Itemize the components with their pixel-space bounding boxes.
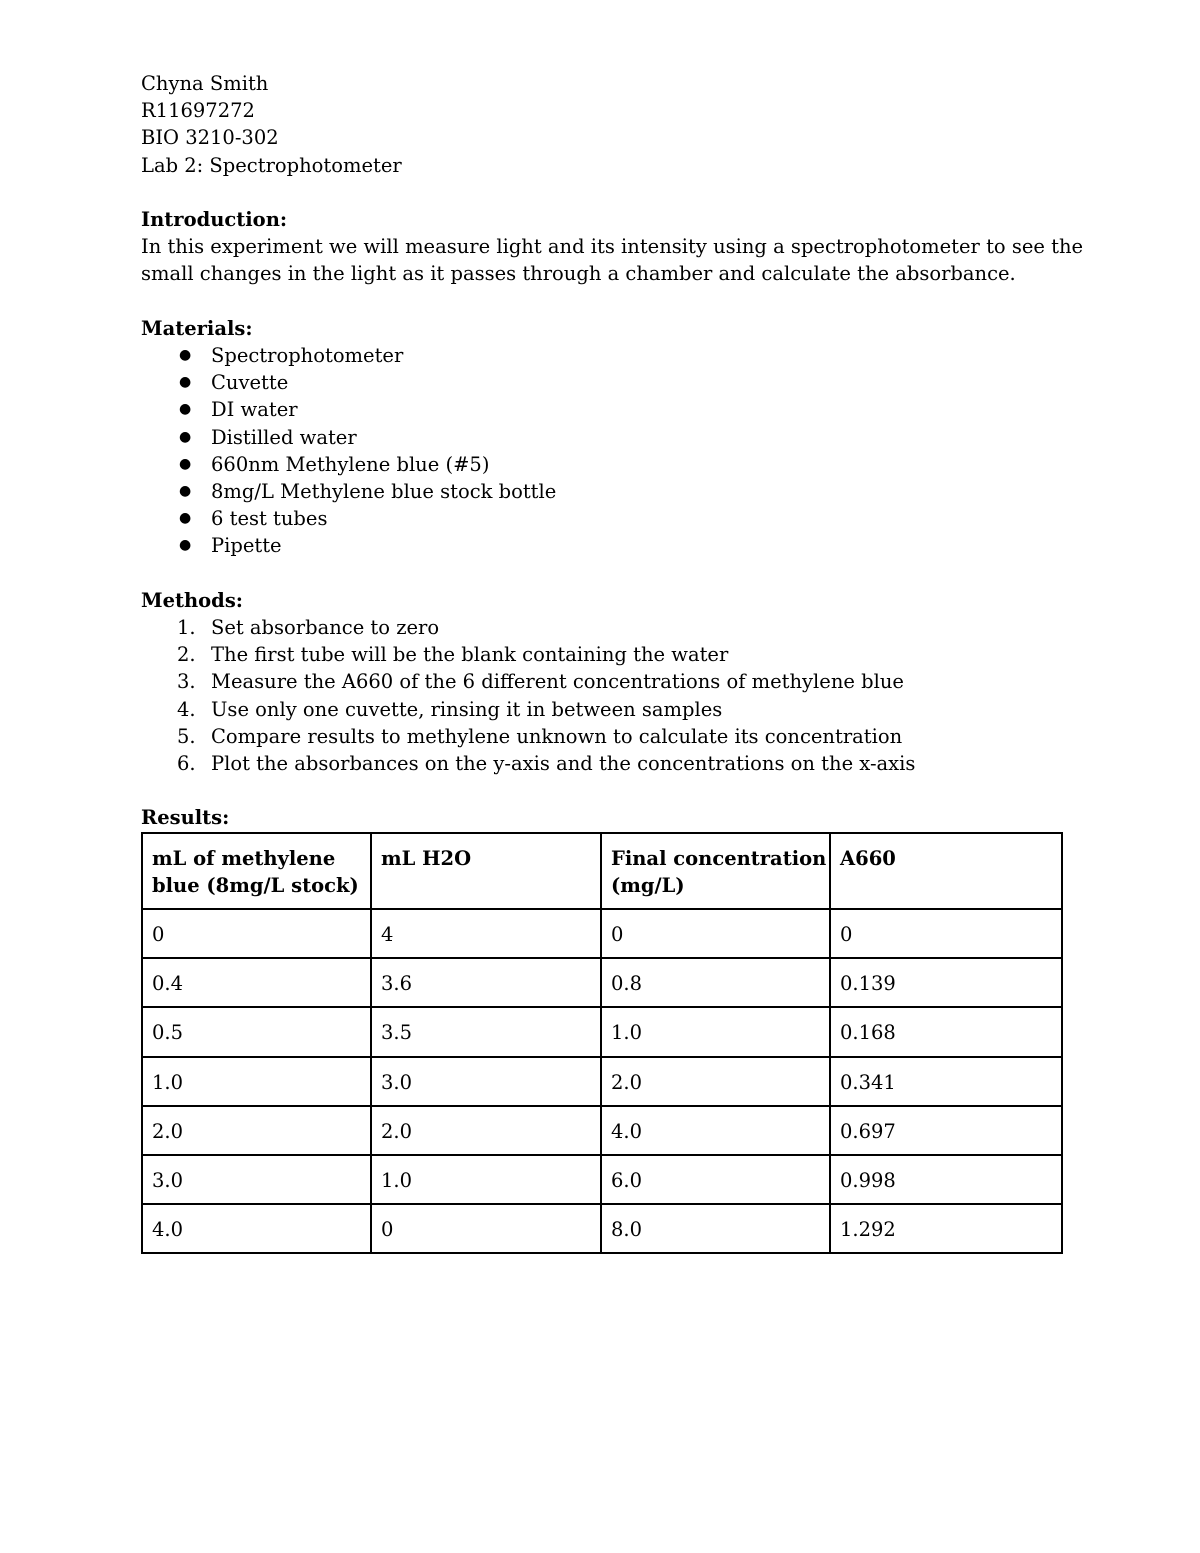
materials-list [141,342,1061,560]
list-item [141,478,1061,505]
bullet-icon: ● [179,483,192,500]
bullet-icon: ● [179,401,192,418]
table-row [142,1204,1062,1253]
list-item [141,750,1061,777]
table-cell: 0.4 [142,958,371,1007]
list-item [141,668,1061,695]
table-cell: 0.341 [830,1057,1062,1106]
table-cell: 3.6 [371,958,601,1007]
material-label: Spectrophotometer [211,344,404,367]
table-cell: 0.139 [830,958,1062,1007]
header-text: A660 [840,846,896,870]
introduction-line-2: small changes in the light as it passes through a chamber and calculate the absorbance. [141,262,1016,286]
list-item [141,505,1061,532]
table-cell: 1.0 [371,1155,601,1204]
material-label: Distilled water [211,425,357,449]
table-cell: 4 [371,909,601,958]
table-cell: 2.0 [371,1106,601,1155]
material-label: 6 test tubes [211,507,328,531]
step-number: 3. [177,670,196,694]
table-cell: 3.5 [371,1007,601,1056]
header-text: (mg/L) [611,873,685,897]
bullet-icon: ● [179,510,192,527]
bullet-icon: ● [179,455,192,472]
header-text: mL of methylene [152,846,336,870]
table-row [142,909,1062,958]
list-item [141,369,1061,396]
column-header-methylene [142,833,371,909]
bullet-icon: ● [179,347,192,363]
table-cell: 3.0 [371,1057,601,1106]
table-row [142,1007,1062,1056]
list-item [141,641,1061,668]
material-label: 660nm Methylene blue (#5) [211,452,490,476]
step-number: 5. [177,724,196,748]
table-cell: 2.0 [142,1106,371,1155]
author-name: Chyna Smith [141,72,269,95]
table-cell: 0 [142,909,371,958]
bullet-icon: ● [179,537,192,554]
step-number: 2. [177,643,196,667]
introduction-heading: Introduction: [141,208,288,231]
column-header-concentration [601,833,830,909]
header-block [141,70,1061,179]
spacer [141,560,1061,587]
table-cell: 1.0 [142,1057,371,1106]
material-label: 8mg/L Methylene blue stock bottle [211,480,557,504]
list-item [141,532,1061,559]
list-item [141,424,1061,451]
table-cell: 1.292 [830,1204,1062,1253]
table-cell: 0.5 [142,1007,371,1056]
list-item [141,451,1061,478]
header-text: Final concentration [611,846,827,870]
material-label: DI water [211,398,298,422]
spacer [141,777,1061,804]
results-table [141,832,1063,1255]
step-text: Set absorbance to zero [211,616,440,640]
table-row [142,1155,1062,1204]
table-cell: 1.0 [601,1007,830,1056]
methods-heading: Methods: [141,588,243,612]
document-page [141,70,1084,1254]
step-text: The first tube will be the blank containing the water [211,643,729,667]
header-text: mL H2O [381,846,472,870]
step-text: Plot the absorbances on the y-axis and the concentrations on the x-axis [211,752,916,776]
column-header-absorbance [830,833,1062,909]
table-cell: 3.0 [142,1155,371,1204]
methods-list [141,614,1061,777]
table-cell: 0.168 [830,1007,1062,1056]
step-text: Measure the A660 of the 6 different concentrations of methylene blue [211,670,904,694]
student-id: R11697272 [141,99,255,123]
table-cell: 0.8 [601,958,830,1007]
table-cell: 0 [371,1204,601,1253]
list-item [141,614,1061,641]
results-heading: Results: [141,806,230,830]
methods-section [141,587,1061,777]
list-item [141,396,1061,423]
materials-heading: Materials: [141,316,253,340]
step-number: 1. [177,616,196,640]
material-label: Pipette [211,534,282,558]
material-label: Cuvette [211,371,289,395]
table-cell: 0 [830,909,1062,958]
list-item [141,696,1061,723]
table-cell: 8.0 [601,1204,830,1253]
step-number: 4. [177,697,196,721]
table-cell: 6.0 [601,1155,830,1204]
lab-title: Lab 2: Spectrophotometer [141,153,402,177]
step-number: 6. [177,752,196,776]
table-cell: 0.697 [830,1106,1062,1155]
table-cell: 4.0 [142,1204,371,1253]
column-header-water [371,833,601,909]
table-row [142,1057,1062,1106]
spacer [141,288,1061,315]
table-header-row [142,833,1062,909]
table-cell: 2.0 [601,1057,830,1106]
step-text: Use only one cuvette, rinsing it in between samples [211,697,723,721]
course-code: BIO 3210-302 [141,126,279,150]
list-item [141,723,1061,750]
materials-section [141,315,1061,560]
table-row [142,958,1062,1007]
introduction-section [141,206,1084,288]
spacer [141,179,1061,206]
table-cell: 0.998 [830,1155,1062,1204]
table-cell: 0 [601,909,830,958]
bullet-icon: ● [179,374,192,391]
results-section [141,804,1061,1254]
header-text: blue (8mg/L stock) [152,873,359,897]
bullet-icon: ● [179,428,192,445]
table-cell: 4.0 [601,1106,830,1155]
introduction-line-1: In this experiment we will measure light and its intensity using a spectrophotometer to see the [141,235,1084,259]
table-row [142,1106,1062,1155]
list-item [141,342,1061,369]
step-text: Compare results to methylene unknown to calculate its concentration [211,724,903,748]
